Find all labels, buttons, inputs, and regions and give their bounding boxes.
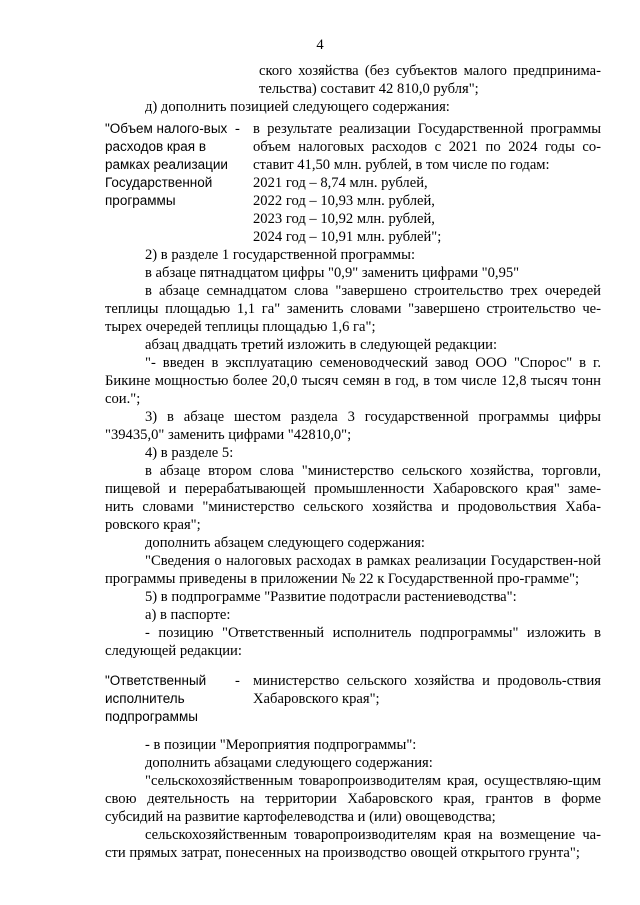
paragraph: дополнить абзацем следующего содержания: [145,535,425,551]
paragraph: сельскохозяйственным товаропроизводителям края на возмещение ча-сти прямых затрат, понесенных на производство овощей открытого грунта"; [105,827,601,861]
row-label: "Ответственный исполнитель подпрограммы [105,673,207,724]
value-line: 2022 год – 10,93 млн. рублей, [253,193,435,209]
paragraph: в абзаце пятнадцатом цифры "0,9" заменить цифрами "0,95" [145,265,520,281]
passport-row-tax-expenditure [105,120,601,246]
paragraph: 5) в подпрограмме "Развитие подотрасли растениеводства": [145,589,517,605]
document-body [105,62,601,862]
paragraph: дополнить абзацами следующего содержания: [145,755,433,771]
paragraph: - позицию "Ответственный исполнитель подпрограммы" изложить в следующей редакции: [105,625,601,659]
passport-row-responsible-executor [105,672,601,726]
paragraph: "Сведения о налоговых расходах в рамках реализации Государствен-ной программы приведены в приложении № 22 к Государственной про-грамме"; [105,553,601,587]
paragraph: в абзаце семнадцатом слова "завершено строительство трех очередей теплицы площадью 1,1 га" заменить словами "завершено строительство че-тырех очередей теплицы площадью 1,6 га"; [105,283,601,335]
row-value [253,120,601,246]
value-line: 2024 год – 10,91 млн. рублей"; [253,229,442,245]
page-number: 4 [316,37,324,53]
paragraph: а) в паспорте: [145,607,231,623]
paragraph: абзац двадцать третий изложить в следующей редакции: [145,337,498,353]
paragraph: 3) в абзаце шестом раздела 3 государственной программы цифры "39435,0" заменить цифрами "42810,0"; [105,409,601,443]
row-value: министерство сельского хозяйства и продоволь-ствия Хабаровского края"; [253,673,601,707]
paragraph: 4) в разделе 5: [145,445,234,461]
paragraph: "- введен в эксплуатацию семеноводческий завод ООО "Спорос" в г. Бикине мощностью более 20,0 тысяч семян в год, в том числе 12,8 тысяч тонн сои."; [105,355,601,407]
paragraph: в абзаце втором слова "министерство сельского хозяйства, торговли, пищевой и перерабатывающей промышленности Хабаровского края" заме-нить словами "министерство сельского хозяйства и продовольствия Хаба-ровского края"; [105,463,601,533]
paragraph: ского хозяйства (без субъектов малого предпринима-тельства) составит 42 810,0 рубля"; [259,63,601,97]
value-line: в результате реализации Государственной программы объем налоговых расходов с 2021 по 2024 годы со-ставит 41,50 млн. рублей, в том числе по годам: [253,121,601,173]
row-dash: - [235,673,240,689]
row-dash: - [235,121,240,137]
paragraph: - в позиции "Мероприятия подпрограммы": [145,737,417,753]
paragraph: 2) в разделе 1 государственной программы: [145,247,416,263]
row-label: "Объем налого-вых расходов края в рамках реализации Государственной программы [105,121,228,208]
value-line: 2021 год – 8,74 млн. рублей, [253,175,428,191]
paragraph: д) дополнить позицией следующего содержания: [145,99,450,115]
paragraph: "сельскохозяйственным товаропроизводителям края, осуществляю-щим свою деятельность на территории Хабаровского края, грантов в форме субсидий на развитие картофелеводства и (или) овощеводства; [105,773,601,825]
value-line: 2023 год – 10,92 млн. рублей, [253,211,435,227]
